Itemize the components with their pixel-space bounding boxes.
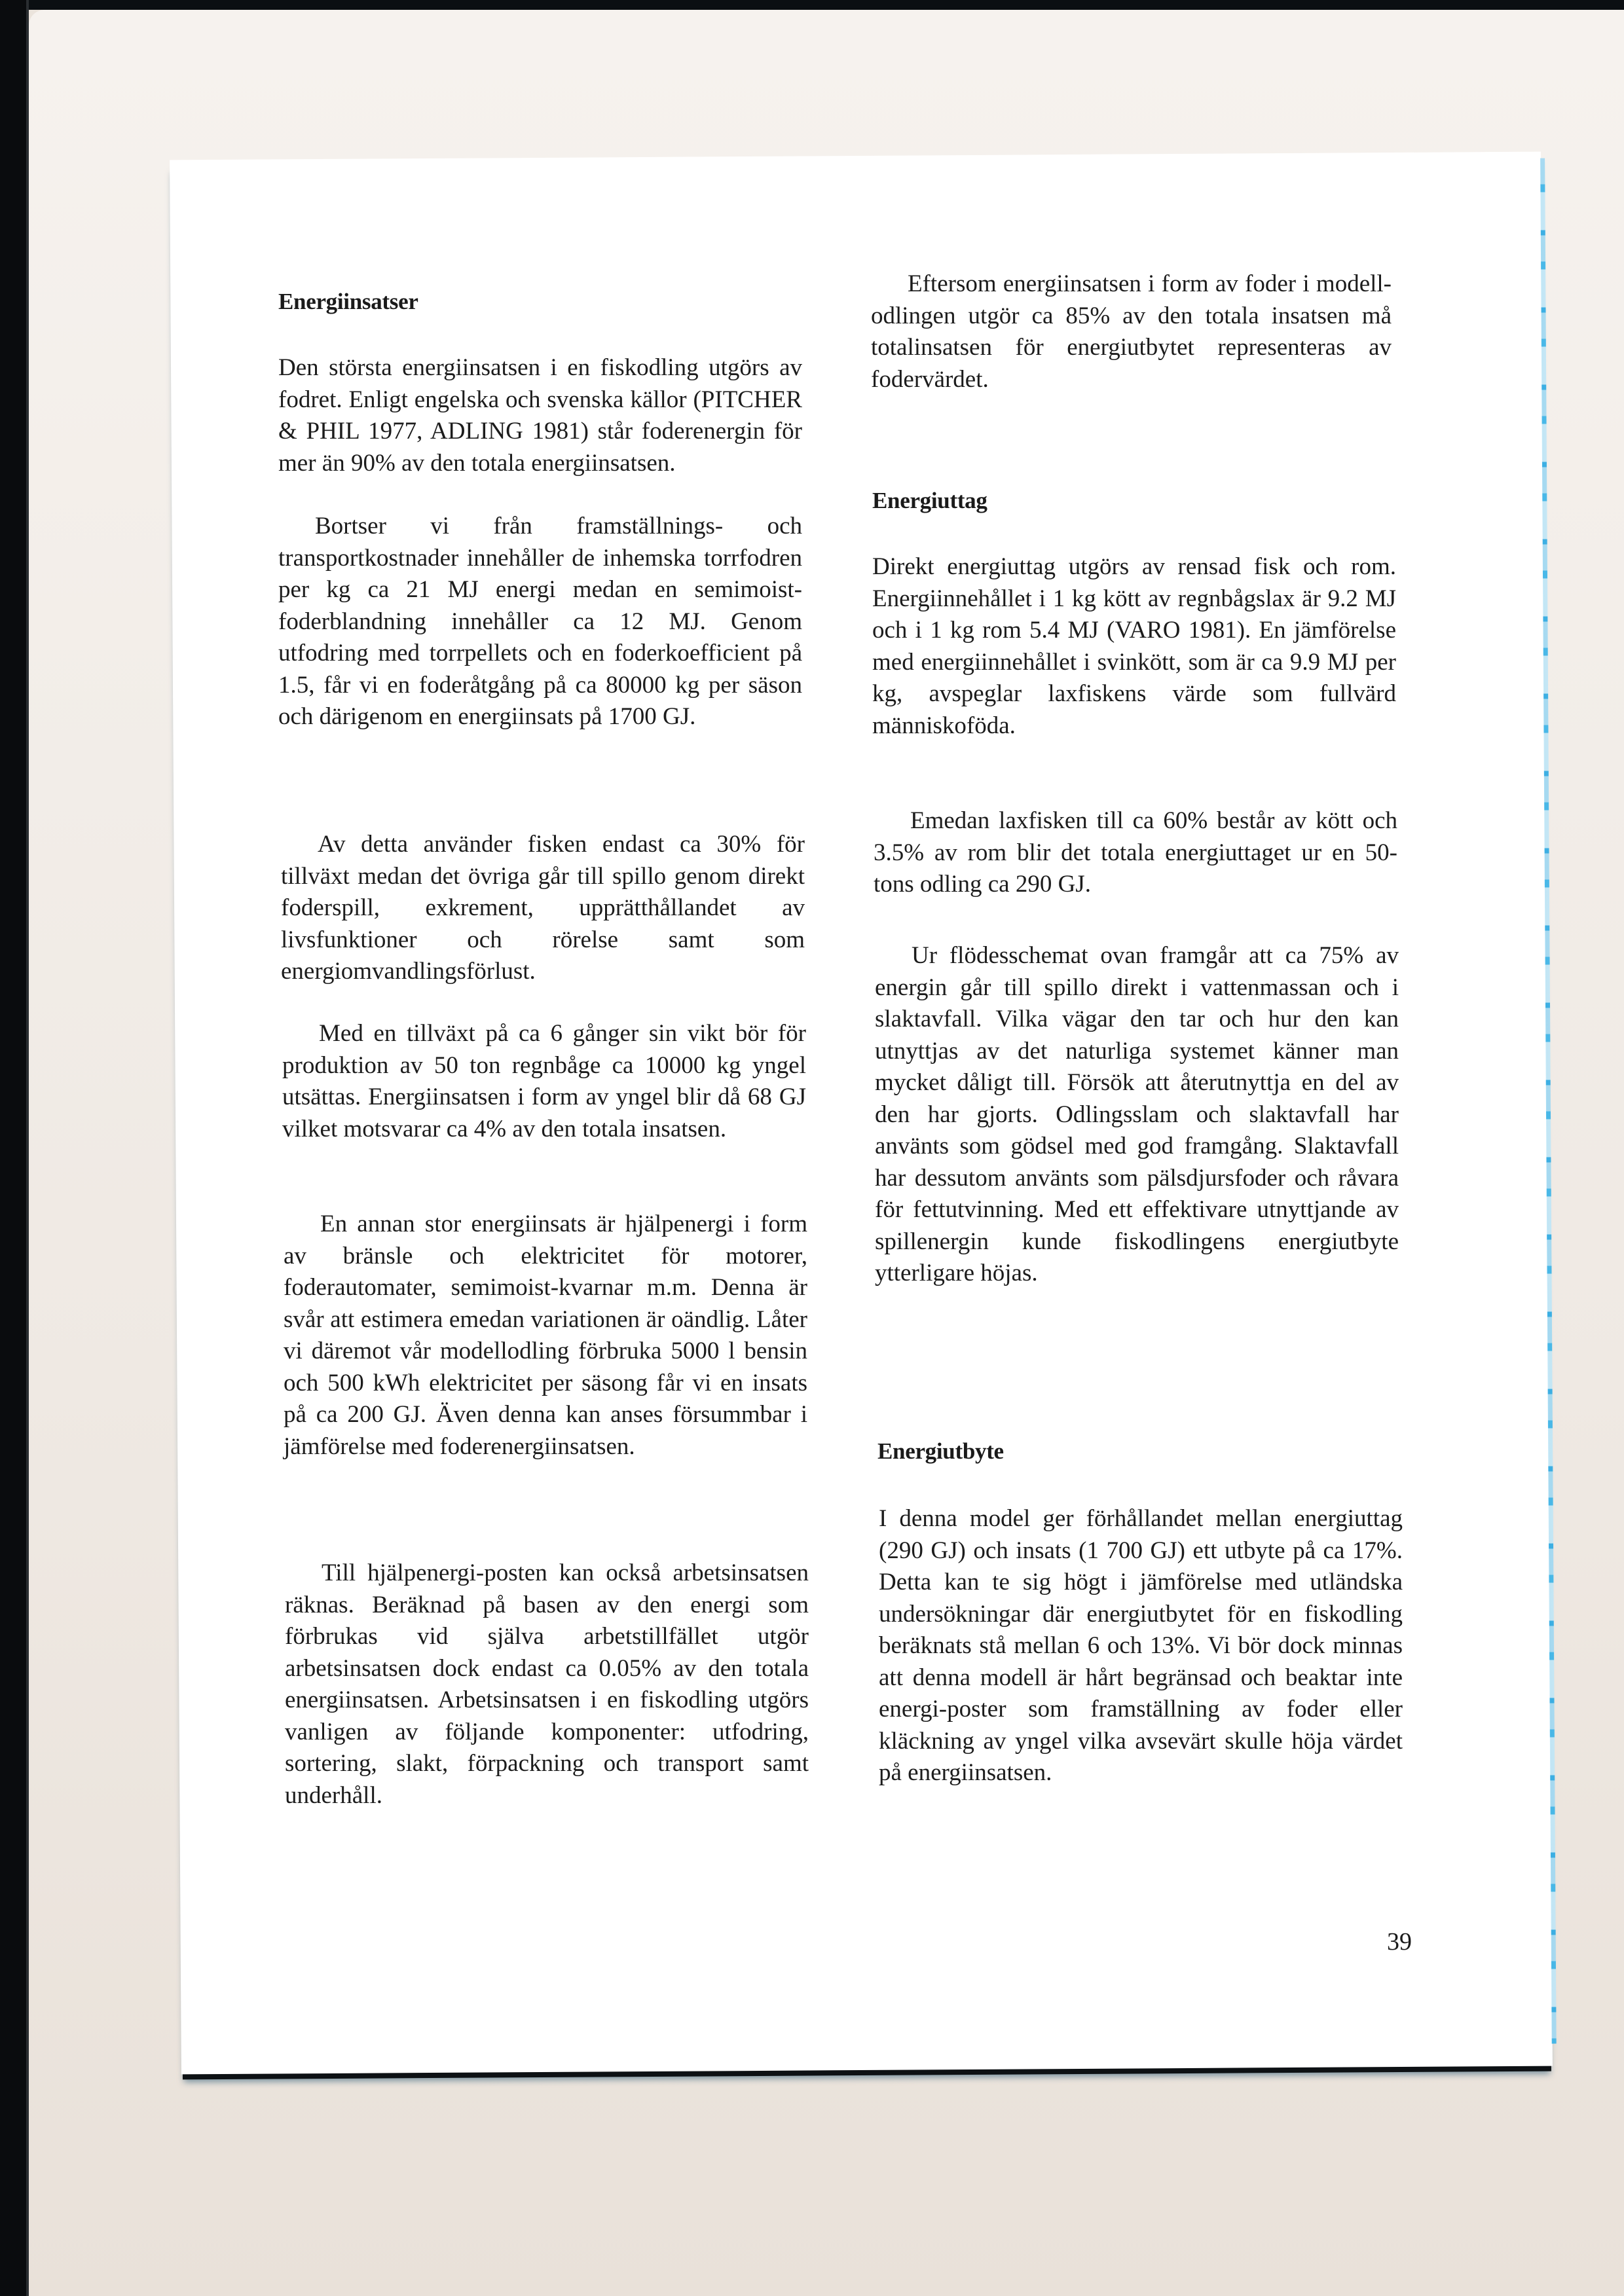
paragraph: Emedan laxfisken till ca 60% består av kött och 3.5% av rom blir det totala energiuttaget ur en 50-tons odling ca 290 GJ. — [874, 807, 1397, 898]
section-heading-energiutbyte: Energiutbyte — [877, 1438, 1004, 1464]
paragraph: En annan stor energiinsats är hjälpenergi i form av bränsle och elektricitet för motorer, foderautomater, semimoist-kvarnar m.m. Denna är svår att estimera emedan variationen är oändlig. Låter vi däremot vår modellodling förbruka 5000 l bensin och 500 kWh elektricitet per säsong får vi en insats på ca 200 GJ. Även denna kan anses försummbar i jämförelse med foderenergiinsatsen. — [284, 1211, 807, 1460]
section-heading-energiinsatser: Energiinsatser — [278, 289, 418, 314]
page-number: 39 — [1387, 1928, 1412, 1956]
paragraph: I denna model ger förhållandet mellan energiuttag (290 GJ) och insats (1 700 GJ) ett utbyte på ca 17%. Detta kan te sig högt i jämförelse med utländska undersökningar där energiutbytet för en fiskodling beräknats stå mellan 6 och 13%. Vi bör dock minnas att denna modell är hårt begränsad och beaktar inte energi-poster som framställning av foder eller kläckning av yngel vilka avsevärt skulle höja värdet på energiinsatsen. — [879, 1505, 1403, 1786]
paragraph: Till hjälpenergi-posten kan också arbetsinsatsen räknas. Beräknad på basen av den energi som förbrukas vid själva arbetstillfället utgör arbetsinsatsen dock endast ca 0.05% av den totala energiinsatsen. Arbetsinsatsen i en fiskodling utgörs vanligen av följande komponenter: utfodring, sortering, slakt, förpackning och transport samt underhåll. — [285, 1559, 809, 1809]
paragraph: Ur flödesschemat ovan framgår att ca 75% av energin går till spillo direkt i vattenmassan och i slaktavfall. Vilka vägar den tar och hur den kan utnyttjas av det naturliga systemet känner man mycket dåligt till. Försök att återutnyttja en del av den har gjorts. Odlingsslam och slaktavfall har använts som gödsel med god framgång. Slaktavfall har dessutom använts som pälsdjursfoder och råvara för fettutvinning. Med ett effektivare utnyttjande av spillenergin kunde fiskodlingens energiutbyte ytterligare höjas. — [875, 942, 1399, 1286]
paragraph: Direkt energiuttag utgörs av rensad fisk och rom. Energiinnehållet i 1 kg kött av regnbågslax är 9.2 MJ och i 1 kg rom 5.4 MJ (VARO 1981). En jämförelse med energiinnehållet i svinkött, som är ca 9.9 MJ per kg, avspeglar laxfiskens värde som fullvärd människoföda. — [872, 553, 1396, 739]
left-column — [278, 0, 809, 1964]
paragraph: Eftersom energiinsatsen i form av foder i modell-odlingen utgör ca 85% av den totala insatsen må totalinsatsen för energiutbytet representeras av fodervärdet. — [871, 270, 1392, 393]
paragraph: Av detta använder fisken endast ca 30% för tillväxt medan det övriga går till spillo genom direkt foderspill, exkrement, upprätthållandet av livsfunktioner och rörelse samt som energiomvandlingsförlust. — [281, 831, 805, 985]
scanner-border-left — [0, 0, 29, 2296]
paragraph: Den största energiinsatsen i en fiskodling utgörs av fodret. Enligt engelska och svenska källor (PITCHER & PHIL 1977, ADLING 1981) står foderenergin för mer än 90% av den totala energiinsatsen. — [278, 354, 802, 477]
paragraph: Med en tillväxt på ca 6 gånger sin vikt bör för produktion av 50 ton regnbåge ca 10000 kg yngel utsättas. Energiinsatsen i form av yngel blir då 68 GJ vilket motsvarar ca 4% av den totala insatsen. — [282, 1020, 806, 1142]
paragraph: Bortser vi från framställnings- och transportkostnader innehåller de inhemska torrfodren per kg ca 21 MJ energi medan en semimoist-foderblandning innehåller ca 12 MJ. Genom utfodring med torrpellets och en foderkoefficient på 1.5, får vi en foderåtgång på ca 80000 kg per säson och därigenom en energiinsats på 1700 GJ. — [278, 513, 802, 730]
section-heading-energiuttag: Energiuttag — [872, 488, 987, 513]
